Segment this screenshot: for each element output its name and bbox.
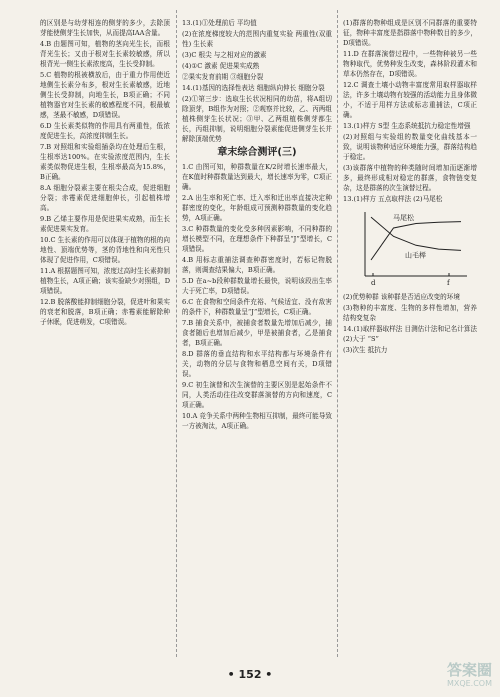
series-label: 山毛榉 [405, 251, 426, 260]
answer-paragraph: 8.D 群落的垂直结构和水平结构都与环境条件有关，动物的分层与食物和栖息空间有关，D项错误。 [182, 350, 332, 378]
answer-paragraph: 3.C 种群数量的变化受多种因素影响，不同种群的增长模型不同，在理想条件下种群呈“J”型增长，C项错误。 [182, 225, 332, 253]
answer-paragraph: 13.(1)①处理前后 平均值 [182, 19, 257, 27]
column-middle [182, 18, 332, 432]
answer-paragraph: (3)次生 抵抗力 [343, 346, 388, 354]
answer-paragraph: 4.B 由题图可知，植物的茎向光生长，而根背光生长；又由于根对生长素较敏感，所以根背光一侧生长素浓度高，生长受抑制。 [40, 40, 170, 68]
answer-paragraph: 10.C 生长素的作用可以体现于植物的根的向地性、顶端优势等，茎的背地性和向光性只体现了促进作用，C项错误。 [40, 236, 170, 264]
answer-paragraph: 12.C 调查土壤小动物丰富度常用取样器取样法，许多土壤动物有较强的活动能力且身体微小，不适于用样方法或标志重捕法，C项正确。 [343, 81, 477, 119]
answer-paragraph: 6.D 生长素类似物的作用具有两重性，低浓度促进生长，高浓度抑制生长。 [40, 122, 170, 140]
column-right [343, 18, 477, 356]
answers-continued [343, 18, 477, 204]
answer-paragraph: (3)C 根尖 与之相对应的激素 [182, 51, 267, 59]
series-label: 马尾松 [393, 214, 414, 222]
answer-paragraph: (1)群落的物种组成是区别不同群落的重要特征，物种丰富度是指群落中物种数目的多少，D项错误。 [343, 19, 477, 47]
answer-paragraph: 9.C 初生演替和次生演替的主要区别是起始条件不同，人类活动往往改变群落演替的方向和速度，C项正确。 [182, 381, 332, 409]
x-tick-label: f [447, 279, 450, 287]
column-divider [337, 10, 338, 657]
answer-paragraph: 5.C 植物的根被横放后，由于重力作用使近地侧生长素分布多，根对生长素敏感，近地侧生长受抑制，向地生长，B项正确；不同植物器官对生长素的敏感程度不同，根最敏感，茎最不敏感，D项错误。 [40, 71, 170, 119]
answer-paragraph: 6.C 在食物和空间条件充裕、气候适宜、没有敌害的条件下，种群数量呈“J”型增长，C项正确。 [182, 298, 332, 316]
answer-paragraph: 13.(1)样方 五点取样法 (2)马尾松 [343, 195, 443, 203]
answer-paragraph: 5.D 在a~b段种群数量增长最快，说明该段出生率大于死亡率，D项错误。 [182, 277, 332, 295]
answer-paragraph: 12.B 脱落酸能抑制细胞分裂，促进叶和果实的衰老和脱落，B项正确；赤霉素能解除种子休眠，促进萌发，C项错误。 [40, 298, 170, 326]
answer-paragraph: 7.B 对照组和实验组插条均在处理后生根，生根率达100%。在实验浓度范围内，生长素类似物促进生根，生根率最高为15.8%，B正确。 [40, 143, 170, 181]
watermark-text: 答案圈 [446, 661, 492, 679]
graph-canvas [351, 206, 475, 290]
answer-paragraph: ②果实发育前期 ③细胞分裂 [182, 73, 264, 81]
answer-paragraph: (2)在浓度梯度较大的范围内重复实验 两重性(双重性) 生长素 [182, 30, 332, 48]
answer-paragraph: 7.B 捕食关系中，被捕食者数量先增加后减少，捕食者随后也增加后减少，甲是被捕食者，乙是捕食者，B项正确。 [182, 319, 332, 347]
answer-paragraph: 13.(1)样方 S型 生态系统抵抗力稳定性增强 [343, 122, 471, 130]
answer-paragraph: (2)优势种群 该种群是否适应改变的环境 [343, 293, 460, 301]
answer-paragraph: (3)物种的丰富度、生物的多样性增加，营养结构变复杂 [343, 304, 477, 322]
answer-paragraph: 11.A 根据题图可知，浓度过高时生长素抑制植物生长，A项正确；该实验缺少对照组，D项错误。 [40, 267, 170, 295]
answer-paragraph: 4.B 用标志重捕法调查种群密度时，若标记物脱落，则调查结果偏大，B项正确。 [182, 256, 332, 274]
answer-paragraph: 10.A 竞争关系中两种生物相互抑制，最终可能导致一方被淘汰，A项正确。 [182, 412, 332, 430]
answer-paragraph: (2)①第三步：选取生长状况相同的幼苗，将A组切除顶芽，B组作为对照；②观察并比较，乙、丙两组植株侧芽生长状况；③甲、乙两组植株侧芽都生长，丙组抑制，说明细胞分裂素能促进侧芽生长并解除顶端优势 [182, 95, 332, 143]
answer-paragraph: 8.A 细胞分裂素主要在根尖合成，促进细胞分裂；赤霉素促进细胞伸长，引起植株增高。 [40, 184, 170, 212]
population-graph [351, 206, 475, 290]
answer-paragraph: 9.B 乙烯主要作用是促进果实成熟，而生长素促进果实发育。 [40, 215, 170, 233]
answer-paragraph: (4)①C 激素 促进果实成熟 [182, 62, 260, 70]
answer-paragraph: (3)该群落中植物的种类随时间增加而逐渐增多，最终形成相对稳定的群落，食物链变复杂，这是群落的次生演替过程。 [343, 164, 477, 192]
answer-paragraph: 14.(1)取样器取样法 目测估计法和记名计算法 (2)大于 “S” [343, 325, 478, 343]
column-divider [176, 10, 177, 657]
column-left [40, 18, 170, 328]
answer-paragraph: 14.(1)基因的选择性表达 细胞纵向伸长 细胞分裂 [182, 84, 325, 92]
section-title: 章末综合测评(三) [217, 147, 297, 158]
answer-paragraph: 11.D 在群落演替过程中，一些物种被另一些物种取代，优势种发生改变，森林阶段灌木和草本仍然存在，D项错误。 [343, 50, 477, 78]
answer-paragraph: 的区别是与幼芽相连的侧芽的多少，去除顶芽能使侧芽生长加快，从而提高IAA含量。 [40, 19, 170, 37]
watermark-url: MXQE.COM [446, 679, 492, 688]
watermark-logo [408, 663, 492, 691]
answers-after-graph [343, 292, 477, 355]
answers-chapter-2 [182, 18, 332, 144]
page-number: • 152 • [227, 668, 273, 681]
answers-chapter-3 [182, 162, 332, 431]
answer-paragraph: (2)对照组与实验组的数量变化曲线基本一致，说明该物种适应环境能力强，群落结构趋于稳定。 [343, 133, 477, 161]
answer-paragraph: 2.A 出生率和死亡率、迁入率和迁出率直接决定种群密度的变化，年龄组成可预测种群数量的变化趋势，A项正确。 [182, 194, 332, 222]
answer-paragraph: 1.C 由图可知，种群数量在K/2时增长速率最大，在K值时种群数量达到最大，增长速率为零，C项正确。 [182, 163, 332, 191]
x-tick-label: d [371, 279, 376, 287]
